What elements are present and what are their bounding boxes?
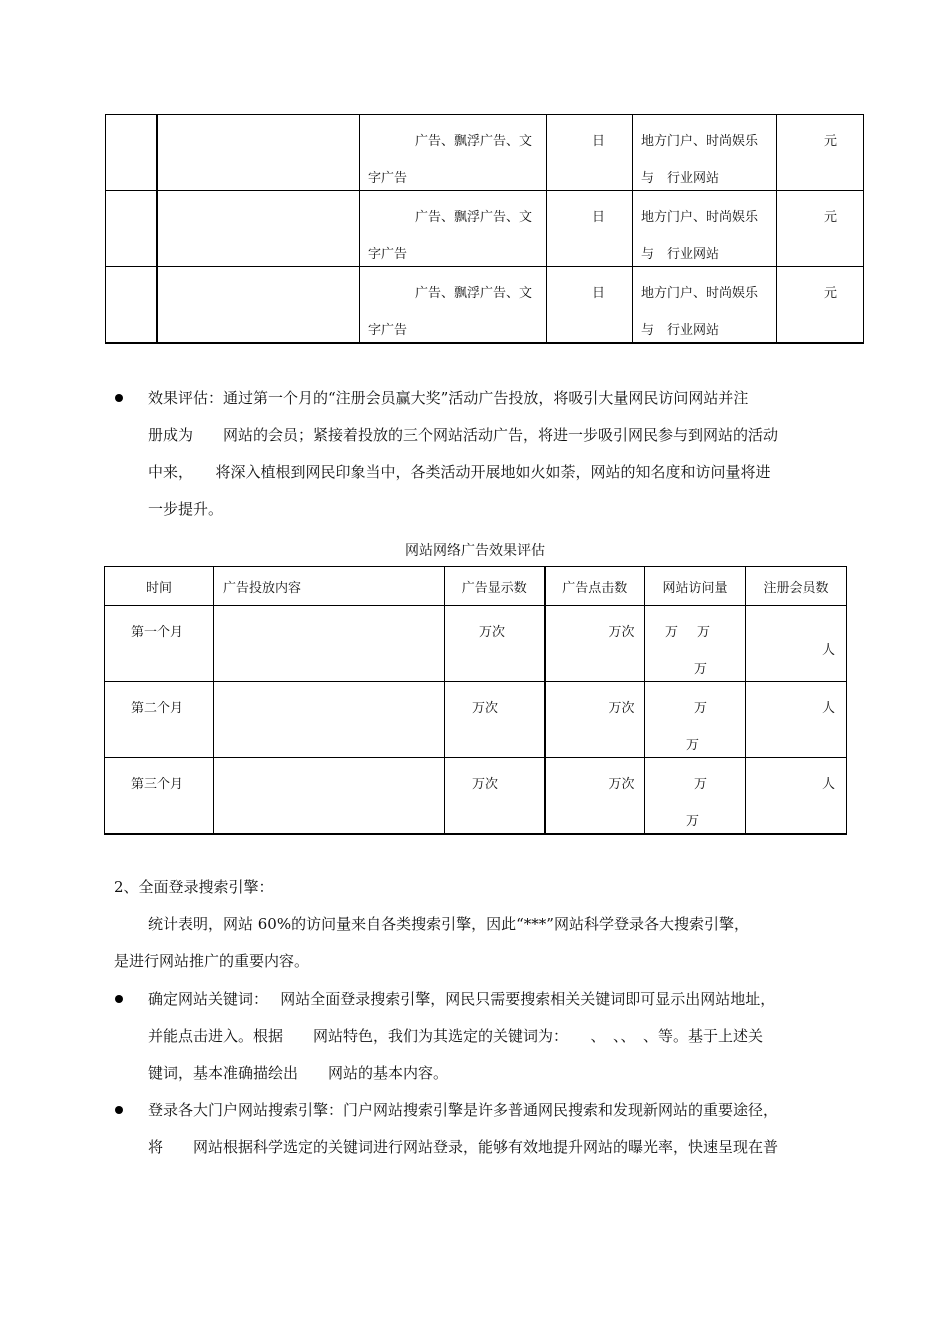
ad-type-cell [360,267,547,344]
site-line2: 与 行业网站 [641,171,720,186]
index-cell [106,191,157,267]
table-caption: 网站网络广告效果评估 [405,543,545,559]
time-cell [105,758,214,835]
table-row [105,758,847,835]
display-cell [445,758,545,835]
site-cell [633,191,777,267]
ad-type-line2: 字广告 [368,247,408,262]
display-unit: 万次 [472,777,499,792]
index-cell [106,267,157,344]
site-line2: 与 行业网站 [641,247,720,262]
site-line1: 地方门户、时尚娱乐 [641,210,759,225]
display-cell [445,606,545,682]
period-text: 日 [592,134,606,149]
portal-line2: 将 网站根据科学选定的关键词进行网站登录，能够有效地提升网站的曝光率，快速呈现在普 [148,1138,779,1156]
section-heading: 2、全面登录搜索引擎： [114,878,274,896]
content-cell [214,758,445,835]
visit-unit-a: 万 [694,777,708,792]
keyword-line3: 键词，基本准确描绘出 网站的基本内容。 [148,1064,449,1082]
name-cell [157,191,360,267]
click-cell [545,758,645,835]
ad-type-cell [360,115,547,191]
site-cell [633,267,777,344]
effect-line2: 册成为 网站的会员；紧接着投放的三个网站活动广告，将进一步吸引网民参与到网站的活动 [148,426,779,444]
members-cell [746,758,847,835]
ad-type-line1: 广告、飘浮广告、文 [415,210,533,225]
members-cell [746,606,847,682]
visit-unit-b: 万 [697,625,711,640]
members-unit: 人 [822,777,836,792]
effect-line3: 中来， 将深入植根到网民印象当中，各类活动开展地如火如荼，网站的知名度和访问量将进 [148,463,771,481]
price-unit: 元 [824,134,838,149]
visit-cell [645,758,746,835]
index-cell [106,115,157,191]
effect-line1: 效果评估：通过第一个月的“注册会员赢大奖”活动广告投放，将吸引大量网民访问网站并注 [148,389,749,407]
header-time: 时间 [105,567,214,606]
time-text: 第三个月 [131,777,184,792]
table-header-row [105,567,847,606]
intro-line1: 统计表明，网站 60%的访问量来自各类搜索引擎，因此“***”网站科学登录各大搜索引擎， [148,915,749,933]
bullet-dot [115,1106,123,1114]
period-text: 日 [592,210,606,225]
display-unit: 万次 [479,625,506,640]
keyword-line2: 并能点击进入。根据 网站特色，我们为其选定的关键词为： 、 、、 、等。基于上述关 [148,1027,764,1045]
visit-unit-b: 万 [686,814,700,829]
keyword-line1: 确定网站关键词： 网站全面登录搜索引擎，网民只需要搜索相关关键词即可显示出网站地址， [148,990,776,1008]
ad-type-line1: 广告、飘浮广告、文 [415,134,533,149]
header-click: 广告点击数 [545,567,645,606]
click-unit: 万次 [608,625,635,640]
ad-placement-table [105,114,864,344]
name-cell [157,267,360,344]
ad-type-line2: 字广告 [368,171,408,186]
site-line2: 与 行业网站 [641,323,720,338]
visit-unit-b: 万 [686,738,700,753]
table-row [105,606,847,682]
name-cell [157,115,360,191]
ad-type-cell [360,191,547,267]
visit-cell [645,682,746,758]
click-unit: 万次 [608,777,635,792]
price-cell [777,115,864,191]
members-unit: 人 [822,643,836,658]
site-line1: 地方门户、时尚娱乐 [641,134,759,149]
ad-type-line2: 字广告 [368,323,408,338]
header-content: 广告投放内容 [214,567,445,606]
content-cell [214,606,445,682]
table-row [106,191,864,267]
members-unit: 人 [822,701,836,716]
content-cell [214,682,445,758]
display-unit: 万次 [472,701,499,716]
site-line1: 地方门户、时尚娱乐 [641,286,759,301]
header-members: 注册会员数 [746,567,847,606]
visit-unit-a: 万 [694,701,708,716]
period-cell [547,191,633,267]
period-text: 日 [592,286,606,301]
visit-unit-c: 万 [694,662,708,677]
table-row [106,115,864,191]
members-cell [746,682,847,758]
period-cell [547,115,633,191]
visit-cell [645,606,746,682]
site-cell [633,115,777,191]
click-cell [545,606,645,682]
ad-effect-table [104,566,847,835]
ad-type-line1: 广告、飘浮广告、文 [415,286,533,301]
effect-line4: 一步提升。 [148,500,224,518]
bullet-dot [115,995,123,1003]
header-visits: 网站访问量 [645,567,746,606]
header-display: 广告显示数 [445,567,545,606]
price-unit: 元 [824,210,838,225]
visit-unit-a: 万 [665,625,679,640]
click-cell [545,682,645,758]
intro-line2: 是进行网站推广的重要内容。 [114,952,310,970]
bullet-dot [115,394,123,402]
display-cell [445,682,545,758]
table-row [106,267,864,344]
price-unit: 元 [824,286,838,301]
time-cell [105,606,214,682]
period-cell [547,267,633,344]
table-row [105,682,847,758]
time-text: 第一个月 [131,625,184,640]
time-text: 第二个月 [131,701,184,716]
time-cell [105,682,214,758]
portal-line1: 登录各大门户网站搜索引擎：门户网站搜索引擎是许多普通网民搜索和发现新网站的重要途径， [148,1101,779,1119]
price-cell [777,191,864,267]
click-unit: 万次 [608,701,635,716]
price-cell [777,267,864,344]
